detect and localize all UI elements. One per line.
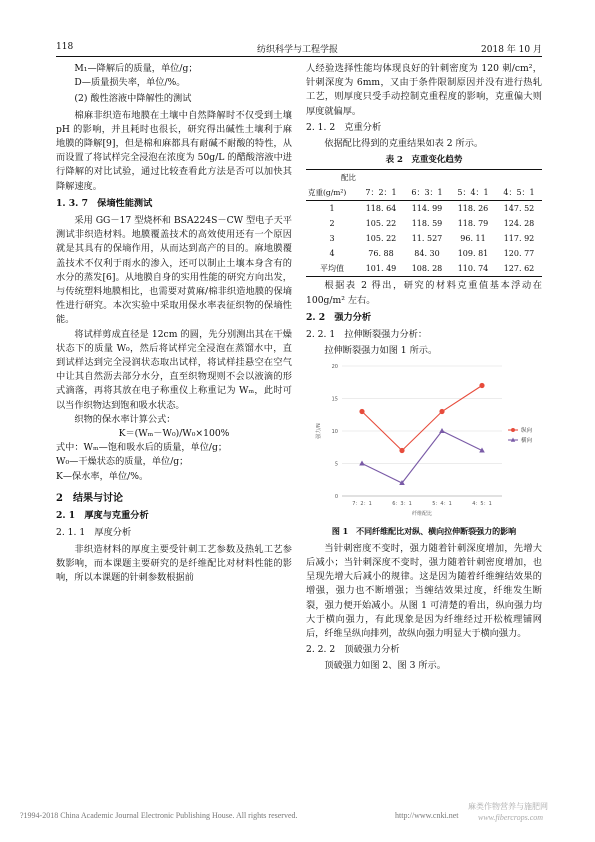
right_mid-paragraph: 2. 2 强力分析	[306, 311, 372, 323]
table-row-label: 3	[329, 233, 335, 243]
left-paragraph: 非织造材料的厚度主要受针刺工艺参数及热轧工艺参数影响，而本课题主要研究的是纤维配比对材料性能的影响，所以本课题的针刺参数根据前	[56, 543, 292, 583]
series-line-1	[362, 431, 482, 483]
table-row-label: 2	[329, 218, 335, 228]
table-cell: 105. 22	[365, 218, 397, 228]
weight-table	[306, 169, 542, 277]
table-corner-bottom: 克重(g/m²)	[306, 185, 358, 201]
right_top-paragraph: 2. 1. 2 克重分析	[306, 121, 382, 133]
table-cell: 108. 28	[404, 261, 450, 277]
left-paragraph: 织物的保水率计算公式：	[74, 413, 176, 425]
journal-title: 纺织科学与工程学报	[256, 45, 338, 55]
y-tick-label: 10	[331, 429, 338, 436]
table-cell: 105. 22	[365, 233, 397, 243]
y-tick-label: 5	[334, 461, 338, 468]
left-paragraph: 2. 1. 1 厚度分析	[56, 527, 132, 539]
right-mid-text	[306, 279, 542, 358]
left-paragraph: 2. 1 厚度与克重分析	[56, 510, 149, 522]
right_top-paragraph: 人经验选择性能均体现良好的针刺密度为 120 刺/cm²，针刺深度为 6mm，又由于条件限制原因并没有进行热轧工艺，则厚度只受手动控制克重程度的影响，克重偏大则厚度就偏厚。	[306, 63, 542, 117]
table-cell: 117. 92	[503, 233, 535, 243]
left-paragraph: 2 结果与讨论	[56, 492, 123, 504]
legend-label: 纵向	[521, 428, 533, 435]
table-cell: 76. 88	[368, 248, 394, 258]
table-row	[306, 246, 542, 261]
x-tick-label: 5：4：1	[432, 501, 452, 508]
right-top-text	[306, 62, 542, 151]
left-paragraph: 采用 GG－17 型烧杯和 BSA224S－CW 型电子天平测试非织造材料。地膜覆盖技术的高效使用还有一个原因就是其具有的保墒作用，从而达到高产的目的。麻地膜覆盖技术不仅利于雨水的渗入，还可以制止土壤本身含有的水分的蒸发[6]。从地膜自身的实用性能的研究方向出发，与传统塑料地膜相比，也需要对黄麻/棉非织造地膜的保墒性进行研究。本次实验中采取用保水率表征织物的保墒性能。	[56, 215, 292, 326]
table-cell: 101. 49	[358, 261, 404, 277]
table-col-header: 7：2：1	[358, 185, 404, 201]
y-tick-label: 15	[331, 396, 338, 403]
data-point	[439, 428, 445, 433]
table-row	[306, 231, 542, 246]
table-corner-top: 配比	[306, 170, 358, 186]
page-number: 118	[56, 42, 74, 52]
data-point	[359, 409, 364, 414]
table-row-label: 平均值	[306, 261, 358, 277]
right_bottom-paragraph: 2. 2. 2 顶破强力分析	[306, 644, 400, 656]
figure-caption: 图 1 不同纤维配比对纵、横向拉伸断裂强力的影响	[331, 525, 517, 536]
table-col-header: 5：4：1	[450, 185, 496, 201]
y-tick-label: 20	[331, 364, 338, 371]
left-paragraph: 将试样剪成直径是 12cm 的圆，先分别测出其在干燥状态下的质量 W₀，然后将试样完全浸泡在蒸馏水中，直到试样达到完全浸润状态取出试样，将试样挂悬空在空气中让其自然沥去部分水分，直至织物现则不会以液滴的形式滴落，再将其放在电子称重仪上称重记为 Wₘ，此时可以当作织物达到饱和吸水状态。	[56, 328, 292, 411]
table-cell: 120. 77	[503, 248, 535, 258]
left-paragraph: M₁—降解后的质量，单位/g；	[74, 63, 198, 74]
table-cell: 118. 79	[457, 218, 489, 228]
right_mid-paragraph: 根据表 2 得出，研究的材料克重值基本浮动在 100g/m² 左右。	[306, 280, 542, 306]
table-col-header: 4：5：1	[496, 185, 542, 201]
table-row-label: 4	[329, 248, 335, 258]
y-tick-label: 0	[334, 494, 338, 501]
table-row	[306, 261, 542, 277]
table-row	[306, 201, 542, 217]
left-paragraph: 式中：Wₘ—饱和吸水后的质量，单位/g；	[56, 442, 228, 454]
issue-date: 2018 年 10 月	[481, 45, 542, 55]
header-rule	[56, 56, 542, 57]
table-caption: 表 2 克重变化趋势	[385, 155, 463, 166]
left-paragraph: 棉麻非织造布地膜在土壤中自然降解时不仅受到土壤 pH 的影响，并且耗时也很长，研究得出碱性土壤利于麻地膜的降解[9]，但是棉和麻都具有耐碱不耐酸的特性，从而设置了将试样完全浸泡在浓度为 50g/L 的醋酸溶液中进行降解的对比试验，通过比较查看此方法是否可以加快其降解速度。	[56, 109, 292, 192]
table-row	[306, 216, 542, 231]
left-paragraph: (2) 酸性溶液中降解性的测试	[74, 93, 192, 105]
legend-label: 横向	[521, 438, 533, 445]
legend-marker	[511, 428, 515, 432]
x-tick-label: 7：2：1	[352, 501, 372, 508]
table-cell: 118. 26	[457, 203, 489, 213]
table-cell: 124. 28	[503, 218, 535, 228]
table-row-label: 1	[329, 203, 335, 213]
data-point	[439, 409, 444, 414]
table-cell: 127. 62	[496, 261, 542, 277]
left-column	[56, 62, 292, 585]
data-point	[359, 461, 365, 466]
data-point	[479, 383, 484, 388]
watermark-url: www.fibercrops.com	[478, 813, 544, 822]
table-cell: 11. 527	[411, 233, 443, 243]
watermark-text: 麻类作物营养与施肥网	[468, 802, 548, 811]
table-cell: 114. 99	[411, 203, 443, 213]
x-tick-label: 4：5：1	[472, 501, 492, 508]
y-axis-label: 强力/N	[316, 423, 322, 440]
right_mid-paragraph: 2. 2. 1 拉伸断裂强力分析：	[306, 329, 428, 341]
table-col-header: 6：3：1	[404, 185, 450, 201]
x-tick-label: 6：3：1	[392, 501, 412, 508]
left-paragraph: D—质量损失率，单位/%。	[74, 77, 186, 89]
series-line-0	[362, 386, 482, 451]
table-cell: 118. 64	[365, 203, 397, 213]
table-cell: 109. 81	[457, 248, 489, 258]
tensile-strength-chart	[306, 358, 542, 518]
data-point	[399, 448, 404, 453]
footer-copyright: ?1994-2018 China Academic Journal Electronic Publishing House. All rights reserved.	[20, 811, 298, 820]
table-cell: 96. 11	[460, 233, 486, 243]
right-column	[306, 62, 542, 674]
table-cell: 110. 74	[450, 261, 496, 277]
right_top-paragraph: 依据配比得到的克重结果如表 2 所示。	[324, 138, 484, 150]
right_mid-paragraph: 拉伸断裂强力如图 1 所示。	[324, 345, 438, 357]
right-bottom-text	[306, 542, 542, 674]
right_bottom-paragraph: 顶破强力如图 2、图 3 所示。	[324, 660, 446, 672]
left-paragraph: 1. 3. 7 保墒性能测试	[56, 197, 153, 209]
left-paragraph: K＝(Wₘ－W₀)/W₀×100%	[118, 428, 230, 440]
left-paragraph: W₀—干燥状态的质量，单位/g；	[56, 456, 189, 468]
table-cell: 84. 30	[414, 248, 440, 258]
right_bottom-paragraph: 当针刺密度不变时，强力随着针刺深度增加，先增大后减小；当针刺深度不变时，强力随着针刺密度增加，也呈现先增大后减小的规律。这是因为随着纤维缠结效果的增强，强力也不断增强；当缠结效果过度，纤维发生断裂，强力便开始减小。从图 1 可清楚的看出，纵向强力均大于横向强力，有此现象是因为纤维经过开松梳理铺网后，纤维呈纵向排列，故纵向强力明显大于横向强力。	[306, 542, 542, 640]
table-cell: 118. 59	[411, 218, 443, 228]
x-axis-label: 纤维配比	[411, 511, 433, 518]
footer-url: http://www.cnki.net	[395, 811, 459, 820]
left-paragraph: K—保水率，单位/%。	[56, 470, 149, 482]
table-cell: 147. 52	[503, 203, 535, 213]
